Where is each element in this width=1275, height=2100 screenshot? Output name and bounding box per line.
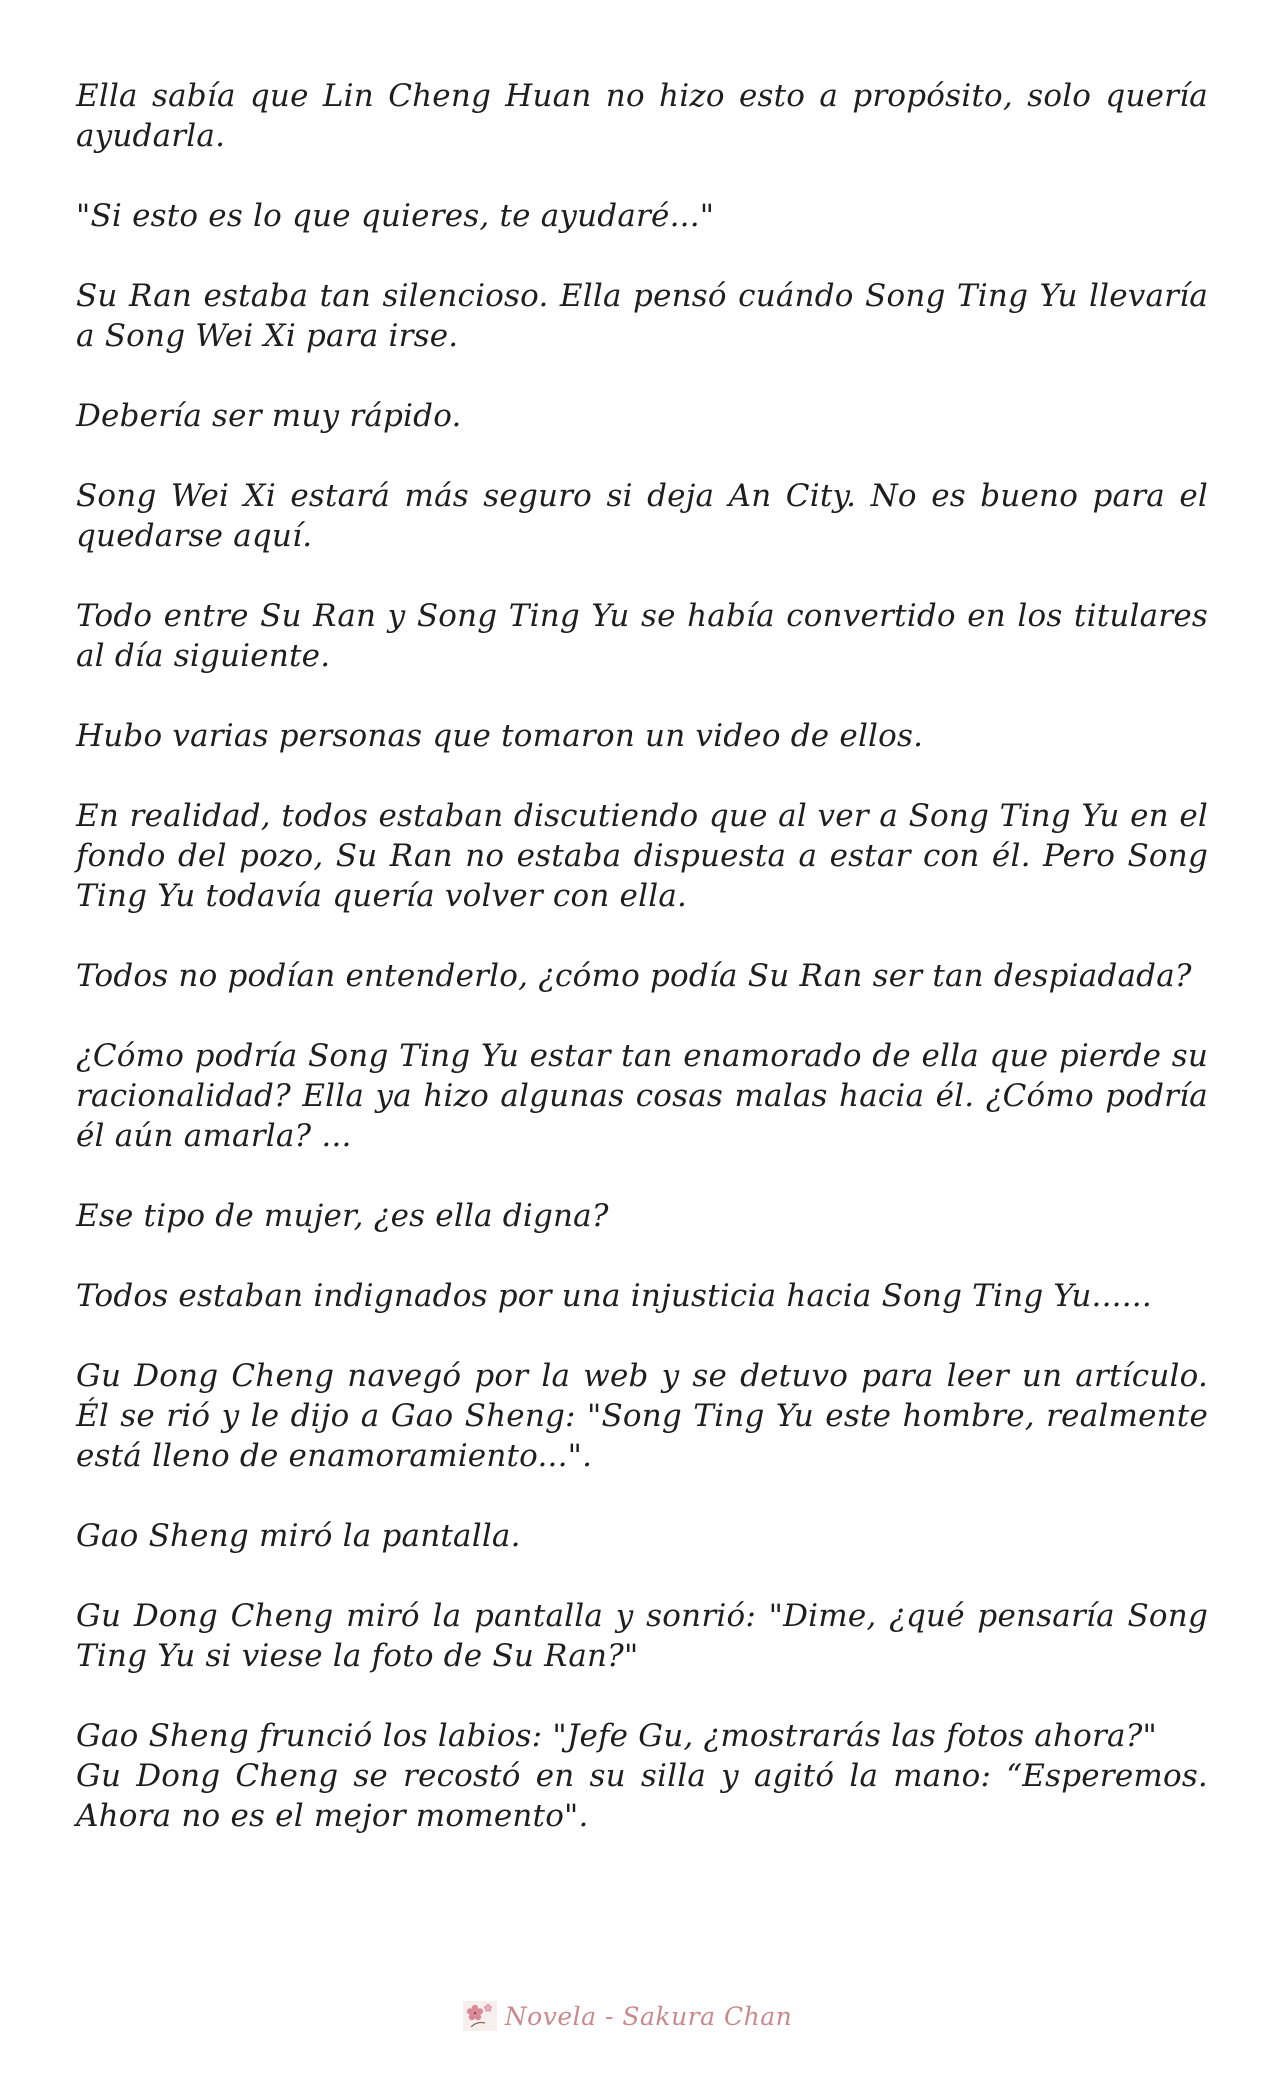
- paragraph: Debería ser muy rápido.: [76, 398, 462, 434]
- paragraph: ¿Cómo podría Song Ting Yu estar tan enamorado de ella que pierde su racionalidad? Ella ya hizo algunas cosas malas hacia él. ¿Cómo podría él aún amarla? ...: [76, 1038, 1208, 1154]
- paragraph: En realidad, todos estaban discutiendo que al ver a Song Ting Yu en el fondo del pozo, Su Ran no estaba dispuesta a estar con él. Pero Song Ting Yu todavía quería volver con ella.: [76, 798, 1208, 914]
- paragraph: Hubo varias personas que tomaron un video de ellos.: [76, 718, 924, 754]
- paragraph: Todos estaban indignados por una injusticia hacia Song Ting Yu......: [76, 1278, 1152, 1314]
- paragraph: Su Ran estaba tan silencioso. Ella pensó cuándo Song Ting Yu llevaría a Song Wei Xi para irse.: [76, 278, 1208, 354]
- sakura-flower-icon: [463, 2001, 497, 2031]
- footer-label: Novela - Sakura Chan: [504, 2001, 793, 2031]
- paragraph: Todo entre Su Ran y Song Ting Yu se había convertido en los titulares al día siguiente.: [76, 598, 1208, 674]
- footer-watermark: [0, 1996, 1275, 2036]
- paragraph: Gu Dong Cheng se recostó en su silla y agitó la mano: “Esperemos. Ahora no es el mejor momento".: [76, 1758, 1208, 1834]
- paragraph: Song Wei Xi estará más seguro si deja An City. No es bueno para el quedarse aquí.: [76, 478, 1208, 554]
- footer-inner: [463, 2001, 792, 2031]
- paragraph: Gao Sheng frunció los labios: "Jefe Gu, ¿mostrarás las fotos ahora?": [76, 1718, 1157, 1754]
- paragraph: Ella sabía que Lin Cheng Huan no hizo esto a propósito, solo quería ayudarla.: [76, 78, 1208, 154]
- paragraph: Gu Dong Cheng miró la pantalla y sonrió: "Dime, ¿qué pensaría Song Ting Yu si viese la foto de Su Ran?": [76, 1598, 1208, 1674]
- paragraph: "Si esto es lo que quieres, te ayudaré...": [76, 198, 715, 234]
- paragraph: Gao Sheng miró la pantalla.: [76, 1518, 521, 1554]
- paragraph: Todos no podían entenderlo, ¿cómo podía Su Ran ser tan despiadada?: [76, 958, 1192, 994]
- paragraph: Gu Dong Cheng navegó por la web y se detuvo para leer un artículo. Él se rió y le dijo a Gao Sheng: "Song Ting Yu este hombre, realmente está lleno de enamoramiento...".: [76, 1358, 1208, 1474]
- chapter-text: [76, 76, 1208, 1836]
- paragraph: Ese tipo de mujer, ¿es ella digna?: [76, 1198, 609, 1234]
